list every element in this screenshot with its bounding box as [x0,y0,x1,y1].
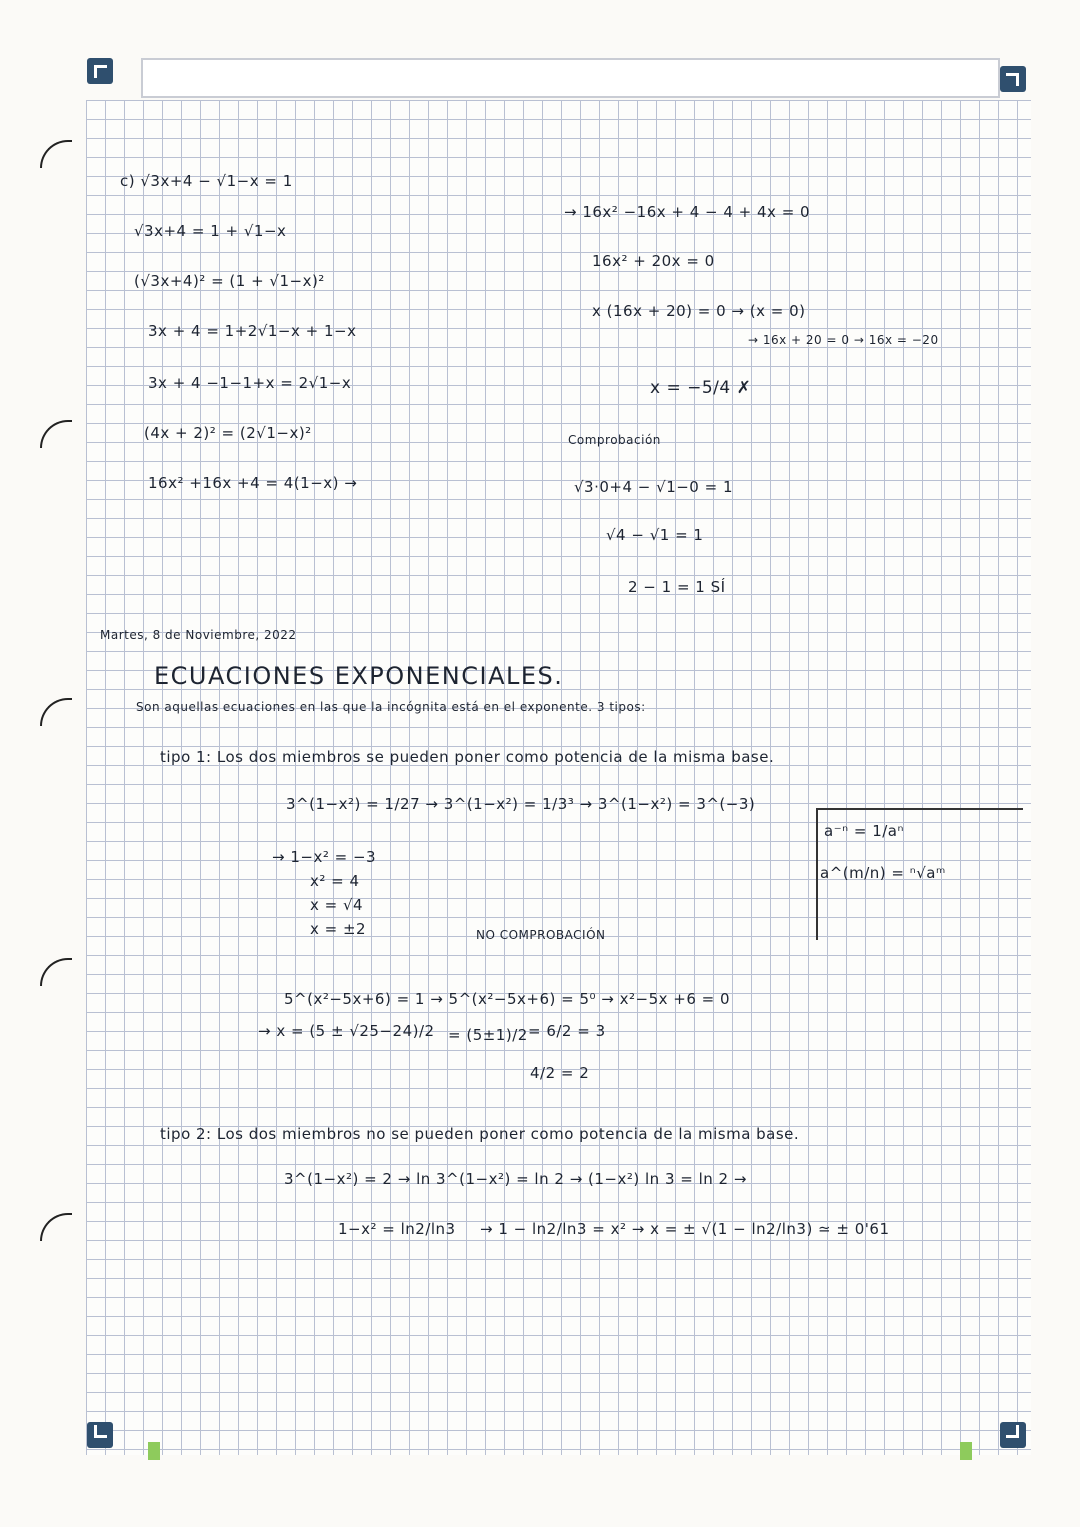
equation-line: (√3x+4)² = (1 + √1−x)² [134,272,325,290]
equation-line: x = −5/4 ✗ [650,378,752,398]
equation-line: 3x + 4 = 1+2√1−x + 1−x [148,322,357,340]
tipo2-heading: tipo 2: Los dos miembros no se pueden poner como potencia de la misma base. [160,1125,800,1143]
equation-line: → 16x² −16x + 4 − 4 + 4x = 0 [564,203,811,221]
equation-line: 3^(1−x²) = 2 → ln 3^(1−x²) = ln 2 → (1−x²) ln 3 = ln 2 → [284,1170,747,1188]
equation-line: √4 − √1 = 1 [606,526,704,544]
equation-line: 16x² + 20x = 0 [592,252,715,270]
equation-line: = (5±1)/2 [448,1026,528,1044]
binder-ring-icon [40,958,72,986]
equation-line: 3x + 4 −1−1+x = 2√1−x [148,374,352,392]
equation-line: x = ±2 [310,920,367,938]
binder-ring-icon [40,140,72,168]
binder-ring-icon [40,420,72,448]
formula-line: a⁻ⁿ = 1/aⁿ [824,822,904,840]
header-box [141,58,1000,98]
equation-line: → 1 − ln2/ln3 = x² → x = ± √(1 − ln2/ln3) ≃ ± 0'61 [480,1220,890,1238]
equation-line: → x = (5 ± √25−24)/2 [258,1022,435,1040]
corner-mark-icon [87,58,113,84]
formula-line: a^(m/n) = ⁿ√aᵐ [820,864,946,882]
equation-line: = 6/2 = 3 [528,1022,606,1040]
note-text: NO COMPROBACIÓN [476,928,606,942]
section-title: ECUACIONES EXPONENCIALES. [154,662,564,690]
equation-line: √3·0+4 − √1−0 = 1 [574,478,733,496]
color-marker [960,1442,972,1460]
date-line: Martes, 8 de Noviembre, 2022 [100,628,297,642]
equation-line: 4/2 = 2 [530,1064,590,1082]
equation-line: x (16x + 20) = 0 → (x = 0) [592,302,806,320]
color-marker [148,1442,160,1460]
corner-mark-icon [1000,66,1026,92]
equation-line: 5^(x²−5x+6) = 1 → 5^(x²−5x+6) = 5⁰ → x²−5x +6 = 0 [284,990,731,1008]
corner-mark-icon [1000,1422,1026,1448]
equation-line: 2 − 1 = 1 SÍ [628,578,726,596]
equation-line: → 16x + 20 = 0 → 16x = −20 [748,333,939,347]
grid-paper [86,100,1031,1455]
binder-ring-icon [40,1213,72,1241]
check-heading: Comprobación [568,433,661,447]
equation-line: c) √3x+4 − √1−x = 1 [120,172,293,190]
equation-line: → 1−x² = −3 [272,848,377,866]
equation-line: (4x + 2)² = (2√1−x)² [144,424,312,442]
binder-ring-icon [40,698,72,726]
corner-mark-icon [87,1422,113,1448]
tipo1-heading: tipo 1: Los dos miembros se pueden poner como potencia de la misma base. [160,748,775,766]
equation-line: x = √4 [310,896,364,914]
equation-line: x² = 4 [310,872,360,890]
formula-box [816,808,1023,940]
equation-line: 3^(1−x²) = 1/27 → 3^(1−x²) = 1/3³ → 3^(1−x²) = 3^(−3) [286,795,756,813]
equation-line: 16x² +16x +4 = 4(1−x) → [148,474,358,492]
equation-line: 1−x² = ln2/ln3 [338,1220,456,1238]
equation-line: √3x+4 = 1 + √1−x [134,222,287,240]
intro-text: Son aquellas ecuaciones en las que la incógnita está en el exponente. 3 tipos: [136,700,646,714]
